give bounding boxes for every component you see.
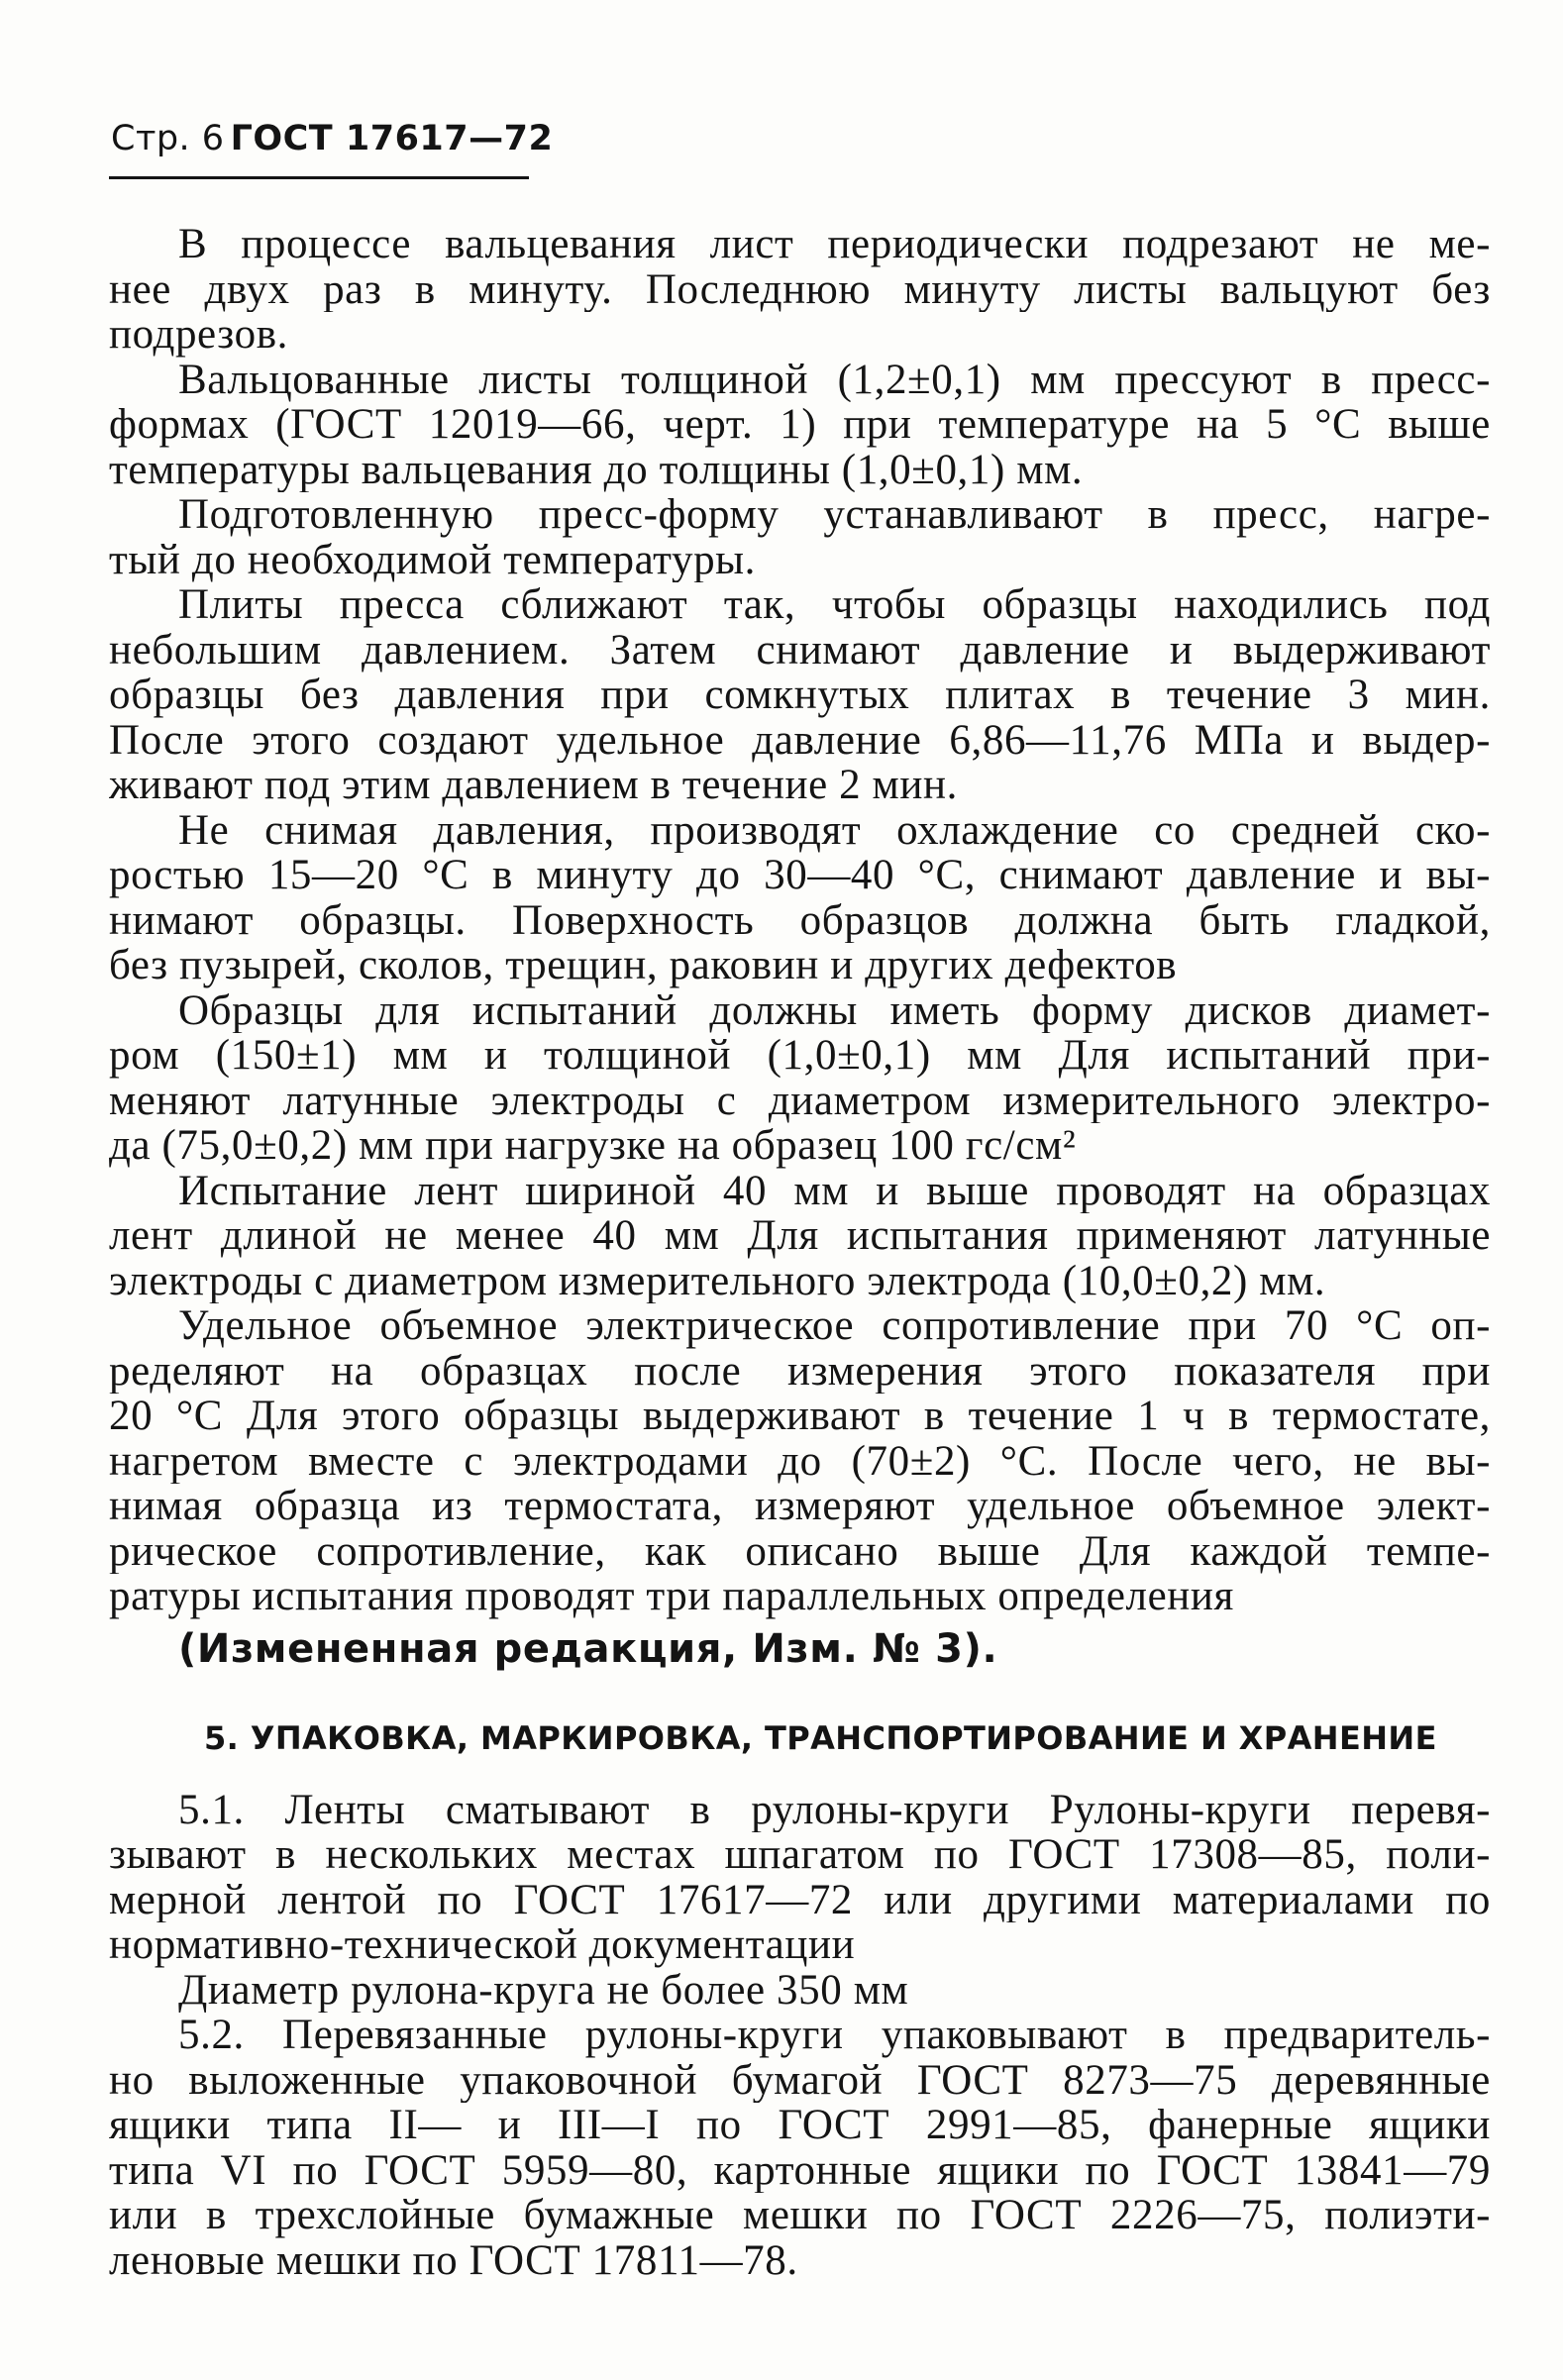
section-paragraphs bbox=[109, 1788, 1491, 2284]
paragraph bbox=[109, 1303, 1491, 1619]
text-line: ростью 15—20 °С в минуту до 30—40 °С, снимают давление и вы- bbox=[109, 853, 1491, 898]
amendment-note: (Измененная редакция, Изм. № 3). bbox=[178, 1625, 998, 1672]
text-line: подрезов. bbox=[109, 312, 288, 358]
page-number: Стр. 6 bbox=[111, 119, 225, 158]
text-line: ящики типа II— и III—I по ГОСТ 2991—85, фанерные ящики bbox=[109, 2103, 1491, 2148]
paragraph bbox=[109, 358, 1491, 493]
text-line: небольшим давлением. Затем снимают давление и выдерживают bbox=[109, 627, 1491, 673]
text-line: рическое сопротивление, как описано выше Для каждой темпе- bbox=[109, 1528, 1491, 1574]
text-line: Подготовленную пресс-форму устанавливают в пресс, нагре- bbox=[178, 492, 1491, 538]
text-line: 20 °С Для этого образцы выдерживают в течение 1 ч в термостате, bbox=[109, 1394, 1491, 1439]
text-line: тый до необходимой температуры. bbox=[109, 537, 757, 582]
text-line: электроды с диаметром измерительного электрода (10,0±0,2) мм. bbox=[109, 1258, 1326, 1303]
text-line: без пузырей, сколов, трещин, раковин и других дефектов bbox=[109, 943, 1178, 988]
text-line: живают под этим давлением в течение 2 мин. bbox=[109, 763, 958, 808]
text-line: Плиты пресса сближают так, чтобы образцы находились под bbox=[178, 582, 1491, 628]
page-header bbox=[111, 117, 553, 160]
main-paragraphs bbox=[109, 222, 1491, 1619]
text-line: 5.1. Ленты сматывают в рулоны-круги Рулоны-круги перевя- bbox=[178, 1787, 1491, 1832]
text-line: нее двух раз в минуту. Последнюю минуту листы вальцуют без bbox=[109, 266, 1491, 312]
text-line: лент длиной не менее 40 мм Для испытания применяют латунные bbox=[109, 1213, 1491, 1259]
text-line: образцы без давления при сомкнутых плитах в течение 3 мин. bbox=[109, 673, 1491, 718]
text-line: мерной лентой по ГОСТ 17617—72 или другими материалами по bbox=[109, 1877, 1491, 1922]
text-line: зывают в нескольких местах шпагатом по ГОСТ 17308—85, поли- bbox=[109, 1832, 1491, 1878]
text-line: типа VI по ГОСТ 5959—80, картонные ящики по ГОСТ 13841—79 bbox=[109, 2147, 1491, 2193]
text-line: да (75,0±0,2) мм при нагрузке на образец 100 гс/см² bbox=[109, 1123, 1077, 1169]
standard-number: ГОСТ 17617—72 bbox=[230, 119, 554, 158]
text-line: леновые мешки по ГОСТ 17811—78. bbox=[109, 2237, 798, 2283]
text-line: ратуры испытания проводят три параллельных определения bbox=[109, 1574, 1234, 1619]
text-line: В процессе вальцевания лист периодически подрезают не ме- bbox=[178, 222, 1491, 267]
text-line: меняют латунные электроды с диаметром измерительного электро- bbox=[109, 1078, 1491, 1123]
text-line: нагретом вместе с электродами до (70±2) °С. После чего, не вы- bbox=[109, 1438, 1491, 1484]
paragraph bbox=[109, 582, 1491, 808]
text-line: Не снимая давления, производят охлаждение со средней ско- bbox=[178, 807, 1491, 853]
text-line: ределяют на образцах после измерения этого показателя при bbox=[109, 1348, 1491, 1394]
paragraph bbox=[109, 1169, 1491, 1304]
section-title: 5. УПАКОВКА, МАРКИРОВКА, ТРАНСПОРТИРОВАНИЕ И ХРАНЕНИЕ bbox=[204, 1718, 1437, 1757]
text-line: Удельное объемное электрическое сопротивление при 70 °С оп- bbox=[178, 1303, 1491, 1349]
text-line: температуры вальцевания до толщины (1,0±0,1) мм. bbox=[109, 447, 1084, 492]
paragraph bbox=[109, 222, 1491, 358]
paragraph bbox=[109, 1788, 1491, 1968]
document-body bbox=[109, 222, 1491, 2283]
paragraph bbox=[109, 988, 1491, 1169]
text-line: Диаметр рулона-круга не более 350 мм bbox=[178, 1967, 909, 2013]
paragraph bbox=[109, 1968, 1491, 2014]
header-rule bbox=[109, 176, 529, 179]
text-line: нимают образцы. Поверхность образцов должна быть гладкой, bbox=[109, 897, 1491, 943]
text-line: но выложенные упаковочной бумагой ГОСТ 8273—75 деревянные bbox=[109, 2057, 1491, 2103]
text-line: 5.2. Перевязанные рулоны-круги упаковывают в предваритель- bbox=[178, 2013, 1491, 2058]
text-line: Вальцованные листы толщиной (1,2±0,1) мм прессуют в пресс- bbox=[178, 357, 1491, 402]
text-line: Испытание лент шириной 40 мм и выше проводят на образцах bbox=[178, 1168, 1491, 1213]
text-line: нормативно-технической документации bbox=[109, 1922, 856, 1968]
text-line: формах (ГОСТ 12019—66, черт. 1) при температуре на 5 °С выше bbox=[109, 402, 1491, 448]
paragraph bbox=[109, 2013, 1491, 2283]
text-line: ром (150±1) мм и толщиной (1,0±0,1) мм Для испытаний при- bbox=[109, 1033, 1491, 1079]
paragraph bbox=[109, 492, 1491, 582]
paragraph bbox=[109, 808, 1491, 988]
text-line: нимая образца из термостата, измеряют удельное объемное элект- bbox=[109, 1484, 1491, 1529]
text-line: После этого создают удельное давление 6,86—11,76 МПа и выдер- bbox=[109, 717, 1491, 763]
text-line: или в трехслойные бумажные мешки по ГОСТ 2226—75, полиэти- bbox=[109, 2193, 1491, 2238]
text-line: Образцы для испытаний должны иметь форму дисков диамет- bbox=[178, 987, 1491, 1033]
